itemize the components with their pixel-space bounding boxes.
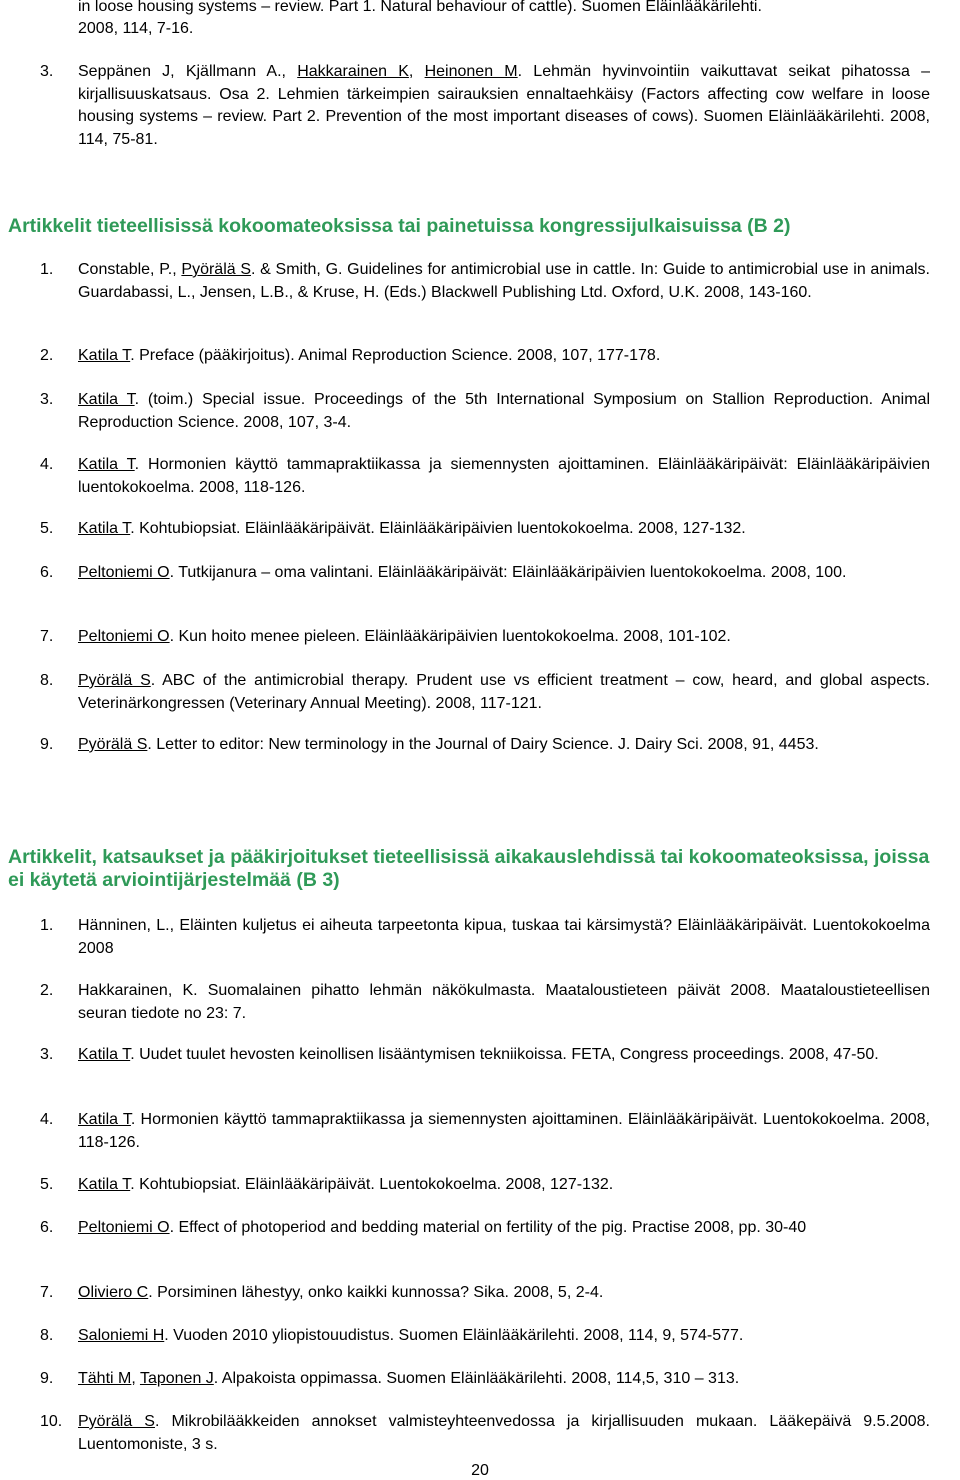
reference-segment: . Mikrobilääkkeiden annokset valmisteyhteenvedossa ja kirjallisuuden mukaan. Lääkepäivä 9.5.2008. Luentomoniste, 3 s. [78,1413,931,1453]
author-name: Katila T [78,1046,131,1063]
reference-segment: . (toim.) Special issue. Proceedings of the 5th International Symposium on Stallion Reproduction. Animal Reproduction Science. 2008, 107, 3-4. [78,391,930,431]
reference-text [78,734,930,757]
reference-number: 7. [40,628,54,645]
reference-number: 9. [40,1370,54,1387]
reference-text [78,980,930,1025]
reference-item [40,259,930,304]
reference-segment: Constable, P., [78,261,182,278]
reference-item [40,389,930,434]
reference-text [78,1325,930,1348]
reference-text [78,345,930,368]
reference-segment: , [408,63,425,80]
reference-item [40,1044,930,1067]
reference-segment: . Porsiminen lähestyy, onko kaikki kunnossa? Sika. 2008, 5, 2-4. [148,1284,604,1301]
author-name: Katila T [78,520,131,537]
reference-segment: . Hormonien käyttö tammapraktiikassa ja siemennysten ajoittaminen. Eläinlääkäripäivät. Luentokokoelma. 2008, 118-126. [78,1111,930,1151]
author-name: Peltoniemi O [78,564,170,581]
reference-number: 5. [40,520,54,537]
section-heading-b3: Artikkelit, katsaukset ja pääkirjoitukset tieteellisissä aikakauslehdissä tai kokoomateoksissa, joissa ei käytetä arviointijärjestelmää (B 3) [8,846,930,891]
reference-segment: . Hormonien käyttö tammapraktiikassa ja siemennysten ajoittaminen. Eläinlääkäripäivät: Eläinlääkäripäivien luentokokoelma. 2008, 118-126. [78,456,931,496]
author-name: Katila T [78,456,135,473]
reference-segment: . Uudet tuulet hevosten keinollisen lisääntymisen tekniikoissa. FETA, Congress proceedings. 2008, 47-50. [130,1046,879,1063]
reference-item [40,734,930,757]
reference-item [40,626,930,649]
reference-text [78,1411,930,1456]
reference-segment: , [131,1370,140,1387]
reference-segment: . Kohtubiopsiat. Eläinlääkäripäivät. Eläinlääkäripäivien luentokokoelma. 2008, 127-132. [130,520,746,537]
reference-number: 7. [40,1284,54,1301]
author-name: Peltoniemi O [78,1219,170,1236]
reference-text [78,562,930,585]
reference-text [78,1109,930,1154]
reference-item [40,1411,930,1456]
reference-number: 1. [40,261,54,278]
author-name: Tähti M [78,1370,132,1387]
reference-number: 6. [40,564,54,581]
reference-number: 9. [40,736,54,753]
reference-segment: Hänninen, L., Eläinten kuljetus ei aiheuta tarpeetonta kipua, tuskaa tai kärsimystä? Eläinlääkäripäivät. Luentokokoelma 2008 [78,917,930,957]
reference-text [78,454,930,499]
reference-segment: . Alpakoista oppimassa. Suomen Eläinlääkärilehti. 2008, 114,5, 310 – 313. [213,1370,740,1387]
author-name: Katila T [78,1111,131,1128]
reference-text [78,259,930,304]
reference-number: 4. [40,1111,54,1128]
reference-text [78,1044,930,1067]
reference-number: 3. [40,63,54,80]
reference-text [78,61,930,151]
reference-segment: . Kohtubiopsiat. Eläinlääkäripäivät. Luentokokoelma. 2008, 127-132. [130,1176,614,1193]
reference-text [78,915,930,960]
reference-item [40,980,930,1025]
author-name: Peltoniemi O [78,628,170,645]
reference-item [40,915,930,960]
reference-segment: . Letter to editor: New terminology in the Journal of Dairy Science. J. Dairy Sci. 2008, 91, 4453. [147,736,819,753]
reference-number: 10. [40,1413,63,1430]
reference-segment: Seppänen J, Kjällmann A., [78,63,298,80]
reference-number: 3. [40,1046,54,1063]
reference-text [78,1174,930,1197]
reference-number: 8. [40,672,54,689]
reference-number: 4. [40,456,54,473]
reference-text [78,1368,930,1391]
reference-number: 3. [40,391,54,408]
reference-number: 5. [40,1176,54,1193]
reference-item [40,345,930,368]
reference-number: 1. [40,917,54,934]
author-name: Taponen J [139,1370,214,1387]
reference-text [78,1217,930,1240]
reference-text [78,670,930,715]
reference-item [40,1174,930,1197]
reference-segment: . Lehmän hyvinvointiin vaikuttavat seikat pihatossa – kirjallisuuskatsaus. Osa 2. Lehmien tärkeimpien sairauksien ennaltaehkäisy (Factors affecting cow welfare in loose housing systems – review. Part 2. Prevention of the most important diseases of cows). Suomen Eläinlääkärilehti. 2008, 114, 75-81. [78,63,931,148]
author-name: Katila T [78,391,135,408]
reference-segment: . Effect of photoperiod and bedding material on fertility of the pig. Practise 2008, pp. 30-40 [169,1219,807,1236]
reference-number: 2. [40,982,54,999]
reference-number: 2. [40,347,54,364]
reference-segment: . Kun hoito menee pieleen. Eläinlääkäripäivien luentokokoelma. 2008, 101-102. [169,628,731,645]
reference-item [40,1109,930,1154]
reference-segment: Hakkarainen, K. Suomalainen pihatto lehmän näkökulmasta. Maataloustieteen päivät 2008. Maataloustieteellisen seuran tiedote no 23: 7. [78,982,930,1022]
reference-segment: . Vuoden 2010 yliopistouudistus. Suomen Eläinlääkärilehti. 2008, 114, 9, 574-577. [164,1327,744,1344]
reference-item [40,454,930,499]
author-name: Hakkarainen K [297,63,409,80]
author-name: Katila T [78,347,131,364]
author-name: Pyörälä S [78,736,148,753]
reference-segment: . ABC of the antimicrobial therapy. Prudent use vs efficient treatment – cow, heard, and global aspects. Veterinärkongressen (Veterinary Annual Meeting). 2008, 117-121. [78,672,930,712]
author-name: Katila T [78,1176,131,1193]
reference-segment: . & Smith, G. Guidelines for antimicrobial use in cattle. In: Guide to antimicrobial use in animals. Guardabassi, L., Jensen, L.B., & Kruse, H. (Eds.) Blackwell Publishing Ltd. Oxford, U.K. 2008, 143-160. [78,261,930,301]
reference-text [78,1282,930,1305]
reference-text [78,626,930,649]
top-continuation-line-1: in loose housing systems – review. Part 1. Natural behaviour of cattle). Suomen Eläinlääkärilehti. [78,0,762,15]
reference-item [40,670,930,715]
reference-number: 6. [40,1219,54,1236]
author-name: Pyörälä S [78,1413,155,1430]
reference-segment: . Tutkijanura – oma valintani. Eläinlääkäripäivät: Eläinlääkäripäivien luentokokoelma. 2008, 100. [169,564,847,581]
reference-item [40,61,930,151]
reference-number: 8. [40,1327,54,1344]
reference-item [40,1325,930,1348]
reference-item [40,1217,930,1240]
reference-text [78,389,930,434]
author-name: Heinonen M [424,63,518,80]
section-heading-b2: Artikkelit tieteellisissä kokoomateoksissa tai painetuissa kongressijulkaisuissa (B 2) [8,215,791,237]
author-name: Pyörälä S [78,672,151,689]
reference-item [40,1368,930,1391]
reference-segment: . Preface (pääkirjoitus). Animal Reproduction Science. 2008, 107, 177-178. [130,347,661,364]
author-name: Oliviero C [78,1284,149,1301]
author-name: Pyörälä S [181,261,252,278]
page-number: 20 [471,1462,489,1479]
reference-item [40,518,930,541]
reference-item [40,1282,930,1305]
top-continuation-line-2: 2008, 114, 7-16. [78,20,194,37]
author-name: Saloniemi H [78,1327,165,1344]
reference-item [40,562,930,585]
reference-text [78,518,930,541]
